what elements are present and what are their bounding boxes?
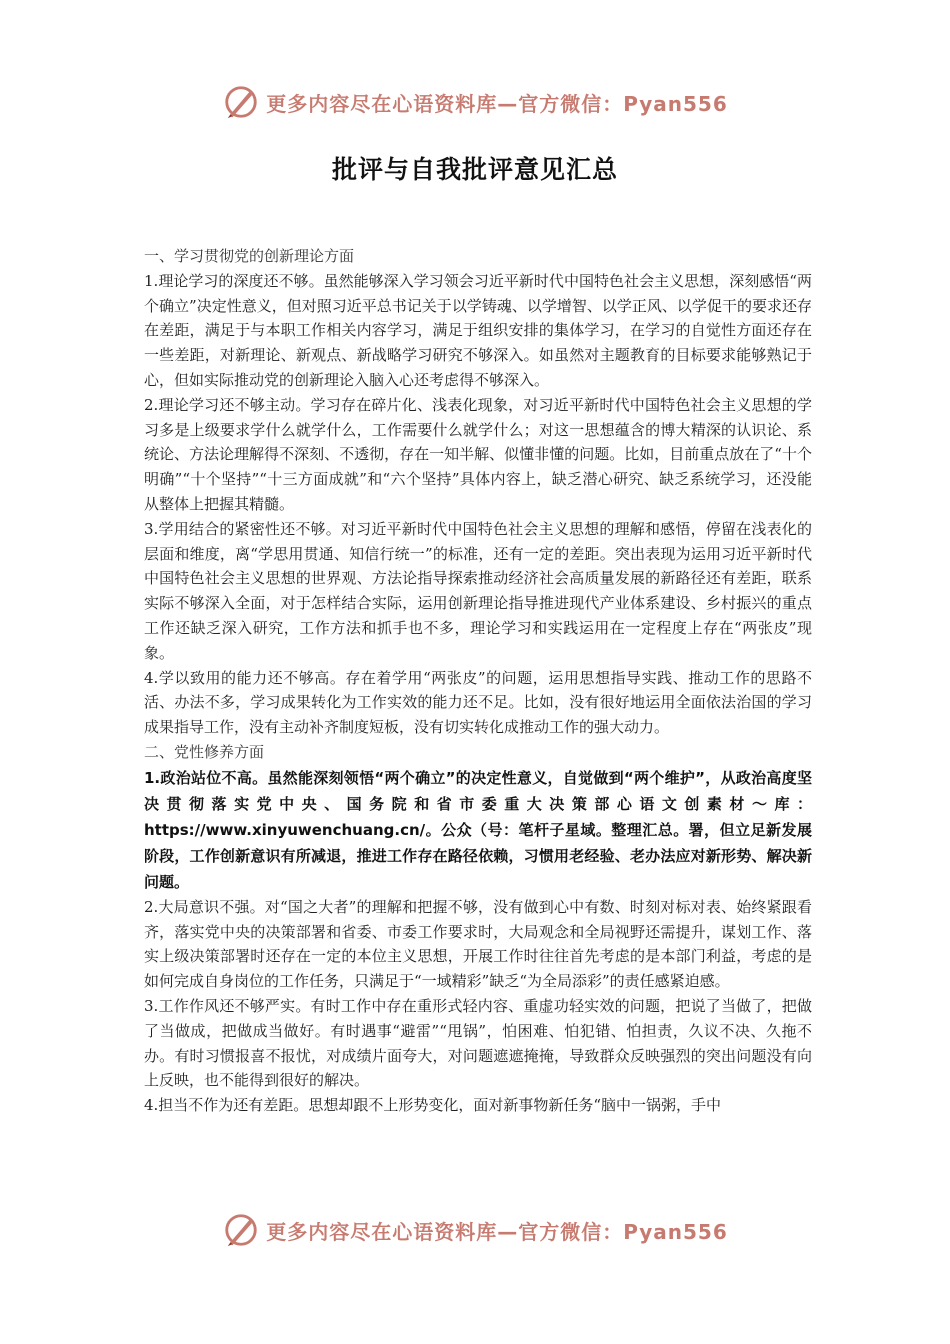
watermark-text: 更多内容尽在心语资料库—官方微信：Pyan556 (266, 91, 728, 116)
paragraph: 2.理论学习还不够主动。学习存在碎片化、浅表化现象，对习近平新时代中国特色社会主义思想的学习多是上级要求学什么就学什么，工作需要什么就学什么；对这一思想蕴含的博大精深的认识论、系统论、方法论理解得不深刻、不透彻，存在一知半解、似懂非懂的问题。比如，目前重点放在了“十个明确”“十个坚持”“十三方面成就”和“六个坚持”具体内容上，缺乏潜心研究、缺乏系统学习，还没能从整体上把握其精髓。 (144, 395, 812, 513)
paragraph: 4.担当不作为还有差距。思想却跟不上形势变化，面对新事物新任务“脑中一锅粥，手中 (144, 1096, 721, 1115)
watermark-banner-top (0, 80, 950, 124)
paragraph: 3.学用结合的紧密性还不够。对习近平新时代中国特色社会主义思想的理解和感悟，停留在浅表化的层面和维度，离“学思用贯通、知信行统一”的标准，还有一定的差距。突出表现为运用习近平新时代中国特色社会主义思想的世界观、方法论指导探索推动经济社会高质量发展的新路径还有差距，联系实际不够深入全面，对于怎样结合实际，运用创新理论指导推进现代产业体系建设、乡村振兴的重点工作还缺乏深入研究，工作方法和抓手也不多，理论学习和实践运用在一定程度上存在“两张皮”现象。 (144, 519, 812, 662)
paragraph: 3.工作作风还不够严实。有时工作中存在重形式轻内容、重虚功轻实效的问题，把说了当做了，把做了当做成，把做成当做好。有时遇事“避雷”“甩锅”，怕困难、怕犯错、怕担责，久议不决、久拖不办。有时习惯报喜不报忧，对成绩片面夸大，对问题遮遮掩掩，导致群众反映强烈的突出问题没有向上反映，也不能得到很好的解决。 (144, 996, 812, 1090)
document-body (144, 244, 812, 1118)
section-heading: 一、学习贯彻党的创新理论方面 (144, 247, 355, 265)
pen-circle-logo-icon (222, 83, 260, 121)
paragraph-with-url: 1.政治站位不高。虽然能深刻领悟“两个确立”的决定性意义，自觉做到“两个维护”，从政治高度坚决贯彻落实党中央、国务院和省市委重大决策部心语文创素材～库：https://www.xinyuwenchuang.cn/。公众（号：笔杆子星域。整理汇总。署，但立足新发展阶段，工作创新意识有所减退，推进工作存在路径依赖，习惯用老经验、老办法应对新形势、解决新问题。 (144, 768, 812, 891)
watermark-text: 更多内容尽在心语资料库—官方微信：Pyan556 (266, 1219, 728, 1244)
paragraph: 2.大局意识不强。对“国之大者”的理解和把握不够，没有做到心中有数、时刻对标对表、始终紧跟看齐，落实党中央的决策部署和省委、市委工作要求时，大局观念和全局视野还需提升，谋划工作、落实上级决策部署时还存在一定的本位主义思想，开展工作时往往首先考虑的是本部门利益，考虑的是如何完成自身岗位的工作任务，只满足于“一域精彩”缺乏“为全局添彩”的责任感紧迫感。 (144, 897, 812, 991)
section-heading: 二、党性修养方面 (144, 742, 265, 761)
paragraph: 1.理论学习的深度还不够。虽然能够深入学习领会习近平新时代中国特色社会主义思想，深刻感悟“两个确立”决定性意义，但对照习近平总书记关于以学铸魂、以学增智、以学正风、以学促干的要求还存在差距，满足于与本职工作相关内容学习，满足于组织安排的集体学习，在学习的自觉性方面还存在一些差距，对新理论、新观点、新战略学习研究不够深入。如虽然对主题教育的目标要求能够熟记于心，但如实际推动党的创新理论入脑入心还考虑得不够深入。 (144, 271, 812, 389)
document-title: 批评与自我批评意见汇总 (331, 155, 618, 184)
pen-circle-logo-icon (222, 1211, 260, 1249)
paragraph: 4.学以致用的能力还不够高。存在着学用“两张皮”的问题，运用思想指导实践、推动工作的思路不活、办法不多，学习成果转化为工作实效的能力还不足。比如，没有很好地运用全面依法治国的学习成果指导工作，没有主动补齐制度短板，没有切实转化成推动工作的强大动力。 (144, 668, 812, 737)
watermark-banner-bottom (0, 1208, 950, 1252)
